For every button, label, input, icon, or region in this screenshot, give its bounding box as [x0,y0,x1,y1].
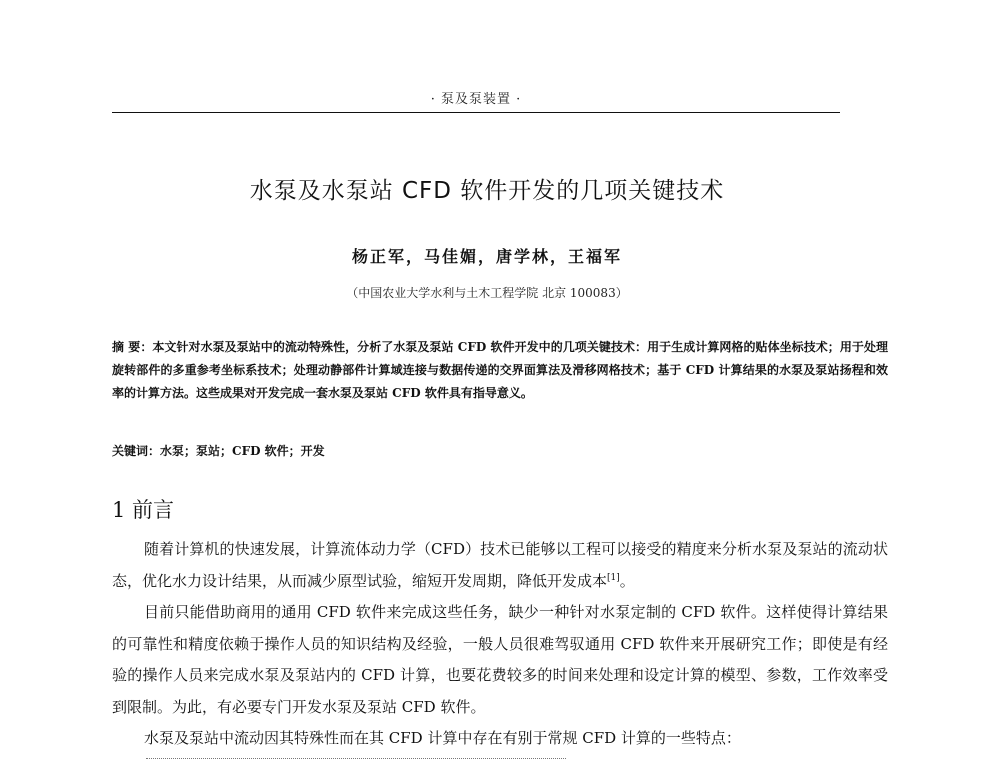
abstract-text: 本文针对水泵及泵站中的流动特殊性，分析了水泵及泵站 CFD 软件开发中的几项关键技术：用于生成计算网格的贴体坐标技术；用于处理旋转部件的多重参考坐标系技术；处理动静部件计算域连接与数据传递的交界面算法及滑移网格技术；基于 CFD 计算结果的水泵及泵站扬程和效率的计算方法。这些成果对开发完成一套水泵及泵站 CFD 软件具有指导意义。 [112,340,888,400]
section-heading: 1 前言 [112,498,175,522]
author-list: 杨正军，马佳媚，唐学林，王福军 [351,247,622,266]
affiliation: （中国农业大学水利与土木工程学院 北京 100083） [346,286,628,300]
keywords-label: 关键词： [112,444,161,458]
abstract [112,336,888,405]
paragraph-1-text: 随着计算机的快速发展，计算流体动力学（CFD）技术已能够以工程可以接受的精度来分析水泵及泵站的流动状态，优化水力设计结果，从而减少原型试验，缩短开发周期，降低开发成本 [112,540,888,590]
paragraph-1-end: 。 [619,571,635,590]
paragraph-2: 目前只能借助商用的通用 CFD 软件来完成这些任务，缺少一种针对水泵定制的 CFD 软件。这样使得计算结果的可靠性和精度依赖于操作人员的知识结构及经验，一般人员很难驾驭通用 CFD 软件来开展研究工作；即使是有经验的操作人员来完成水泵及泵站内的 CFD 计算，也要花费较多的时间来处理和设定计算的模型、参数，工作效率受到限制。为此，有必要专门开发水泵及泵站 CFD 软件。 [112,603,888,716]
running-header: · 泵及泵装置 · [430,92,522,107]
header-rule [112,112,840,113]
paragraph-1 [112,534,888,597]
keywords-text: 水泵；泵站；CFD 软件；开发 [160,444,325,458]
section-body [112,534,888,755]
cut-off-line [146,752,566,762]
keywords [112,441,888,461]
abstract-label: 摘 要： [112,340,153,354]
paragraph-3: 水泵及泵站中流动因其特殊性而在其 CFD 计算中存在有别于常规 CFD 计算的一些特点： [144,729,741,747]
paper-title: 水泵及水泵站 CFD 软件开发的几项关键技术 [249,178,725,204]
citation-ref: [1] [607,572,620,583]
